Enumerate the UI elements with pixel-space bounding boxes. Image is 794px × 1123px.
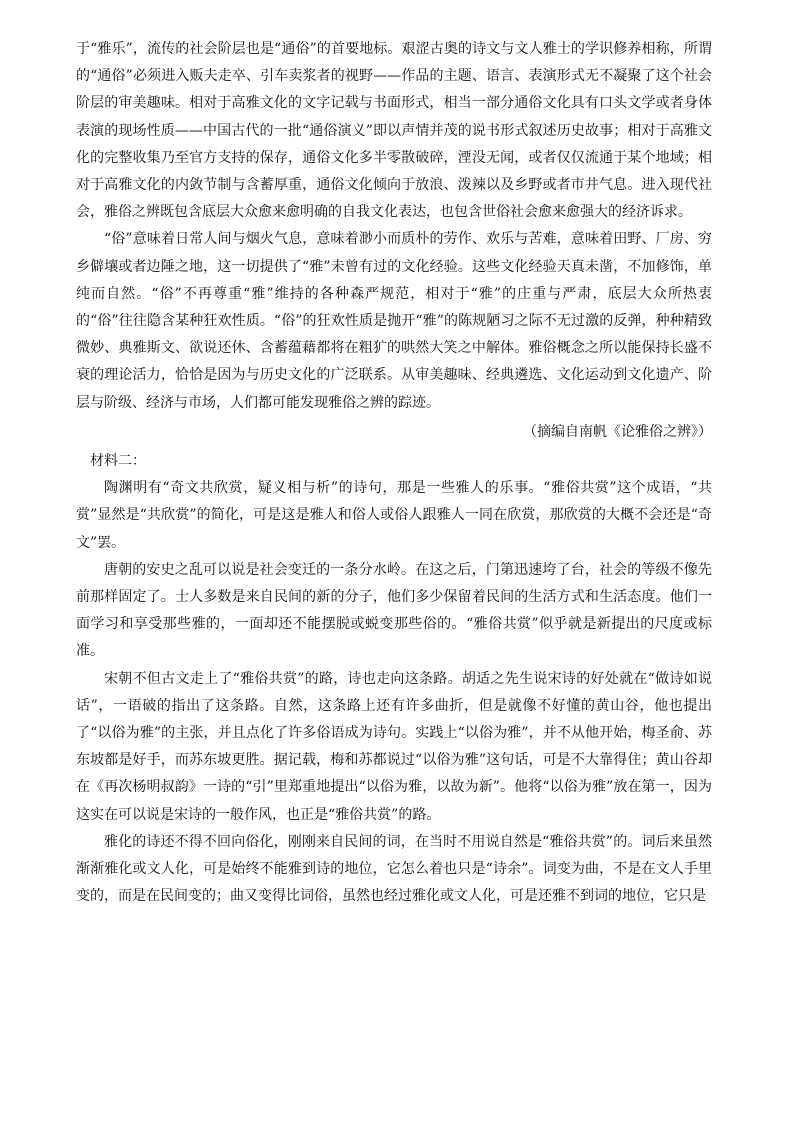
paragraph-1-continued: 于“雅乐”，流传的社会阶层也是“通俗”的首要地标。艰涩古奥的诗文与文人雅士的学识修养相称，所谓的“通俗”必须进入贩夫走卒、引车卖浆者的视野——作品的主题、语言、表演形式无不凝聚了这个社会阶层的审美趣味。相对于高雅文化的文字记载与书面形式，相当一部分通俗文化具有口头文学或者身体表演的现场性质——中国古代的一批“通俗演义”即以声情并茂的说书形式叙述历史故事；相对于高雅文化的完整收集乃至官方支持的保存，通俗文化多半零散破碎，湮没无闻，或者仅仅流通于某个地域；相对于高雅文化的内敛节制与含蓄厚重，通俗文化倾向于放浪、泼辣以及乡野或者市井气息。进入现代社会，雅俗之辨既包含底层大众愈来愈明确的自我文化表达，也包含世俗社会愈来愈强大的经济诉求。 <box>76 41 712 221</box>
document-body <box>76 36 712 911</box>
paragraph-material2-4: 雅化的诗还不得不回向俗化，刚刚来自民间的词，在当时不用说自然是“雅俗共赏”的。词后来虽然渐渐雅化或文人化，可是始终不能雅到诗的地位，它怎么着也只是“诗余”。词变为曲，不是在文人手里变的，而是在民间变的；曲又变得比词俗，虽然也经过雅化或文人化，可是还雅不到词的地位，它只是 <box>76 833 712 905</box>
paragraph-material2-2: 唐朝的安史之乱可以说是社会变迁的一条分水岭。在这之后，门第迅速垮了台，社会的等级不像先前那样固定了。士人多数是来自民间的新的分子，他们多少保留着民间的生活方式和生活态度。他们一面学习和享受那些雅的，一面却还不能摆脱或蜕变那些俗的。“雅俗共赏”似乎就是新提出的尺度或标准。 <box>76 561 712 660</box>
paragraph-2: “俗”意味着日常人间与烟火气息，意味着渺小而质朴的劳作、欢乐与苦难，意味着田野、厂房、穷乡僻壤或者边陲之地，这一切提供了“雅”未曾有过的文化经验。这些文化经验天真未凿，不加修饰，单纯而自然。“俗”不再尊重“雅”维持的各种森严规范，相对于“雅”的庄重与严肃，底层大众所热衷的“俗”往往隐含某种狂欢性质。“俗”的狂欢性质是抛开“雅”的陈规陋习之际不无过激的反弹，种种精致微妙、典雅斯文、欲说还休、含蓄蕴藉都将在粗犷的哄然大笑之中解体。雅俗概念之所以能保持长盛不衰的理论活力，恰恰是因为与历史文化的广泛联系。从审美趣味、经典遴选、文化运动到文化遗产、阶层与阶级、经济与市场，人们都可能发现雅俗之辨的踪迹。 <box>76 231 712 411</box>
paragraph-material2-1: 陶渊明有“奇文共欣赏，疑义相与析”的诗句，那是一些雅人的乐事。“雅俗共赏”这个成语，“共赏”显然是“共欣赏”的简化，可是这是雅人和俗人或俗人跟雅人一同在欣赏，那欣赏的大概不会还是“奇文”罢。 <box>76 480 712 551</box>
section-label-material-two: 材料二： <box>90 453 146 470</box>
source-citation: （摘编自南帆《论雅俗之辨》） <box>523 423 712 440</box>
paragraph-material2-3: 宋朝不但古文走上了“雅俗共赏”的路，诗也走向这条路。胡适之先生说宋诗的好处就在“做诗如说话”，一语破的指出了这条路。自然，这条路上还有许多曲折，但是就像不好懂的黄山谷，他也提出了“以俗为雅”的主张，并且点化了许多俗语成为诗句。实践上“以俗为雅”，并不从他开始，梅圣俞、苏东坡都是好手，而苏东坡更胜。据记载，梅和苏都说过“以俗为雅”这句话，可是不大靠得住；黄山谷却在《再次杨明叔韵》一诗的“引”里郑重地提出“以俗为雅，以故为新”。他将“以俗为雅”放在第一，因为这实在可以说是宋诗的一般作风，也正是“雅俗共赏”的路。 <box>76 670 712 823</box>
